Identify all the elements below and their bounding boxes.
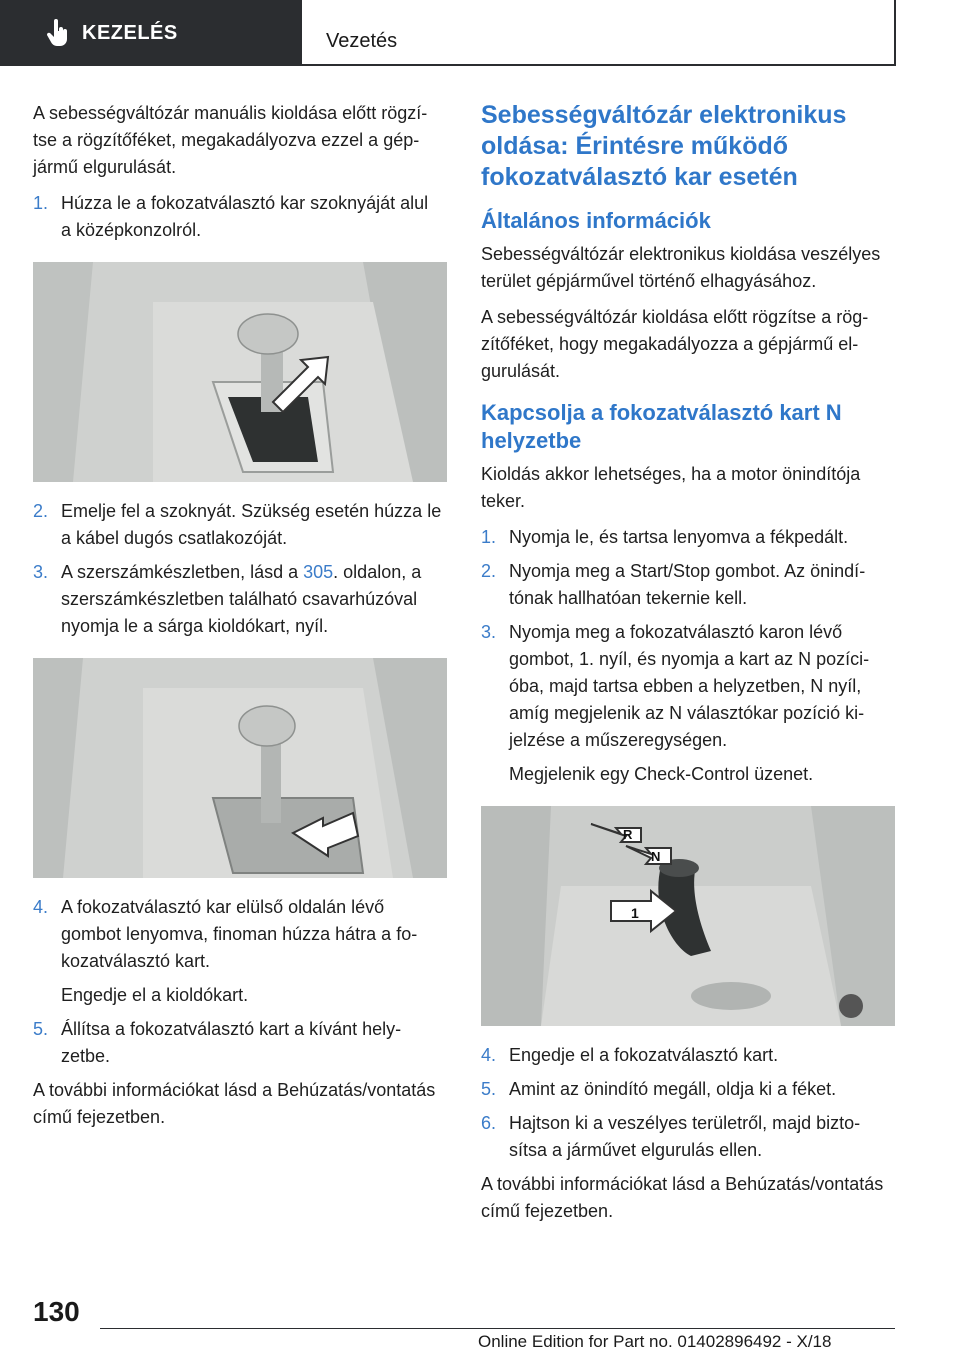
step-text: Nyomja le, és tartsa lenyomva a fékpedált. (509, 527, 849, 547)
figure-shifter-skirt (33, 262, 447, 482)
arrow-1-label: 1 (631, 905, 639, 921)
step-number: 5. (33, 1019, 49, 1039)
left-column (33, 100, 443, 1140)
general-paragraph-2: A sebességváltózár kioldása előtt rögzítse a rögzítőféket, hogy megakadályozza a gépjármű elgurulását. (481, 307, 869, 381)
page-number: 130 (33, 1296, 80, 1327)
step-number: 3. (33, 562, 49, 582)
step-text: Amint az önindító megáll, oldja ki a féket. (509, 1079, 837, 1099)
step-number: 2. (33, 501, 49, 521)
step-number: 5. (481, 1079, 497, 1099)
right-column (481, 100, 891, 1234)
list-item (481, 558, 891, 612)
header-tab (0, 0, 300, 66)
step-text: Húzza le a fokozatválasztó kar szoknyáját alul a középkonzolról. (61, 193, 429, 240)
subsection-heading-general: Általános információk (481, 208, 711, 233)
step-text: Nyomja meg a fokozatválasztó karon lévő gombot, 1. nyíl, és nyomja a kart az N pozícióba, majd tartsa ebben a helyzetben, N nyíl, amíg megjelenik az N választókar pozíció kijelzése a műszeregységen. (509, 622, 870, 750)
page-reference-link[interactable]: 305 (303, 562, 334, 582)
step-text-post: . oldalon, a szerszámkészletben található csavarhúzóval nyomja le a sárga kioldókart, nyíl. (61, 562, 422, 636)
header-section-label: Vezetés (326, 30, 398, 52)
list-item (33, 559, 443, 640)
step-text: Engedje el a fokozatválasztó kart. (509, 1045, 779, 1065)
step-text (61, 559, 443, 640)
left-outro: A további információkat lásd a Behúzatás/vontatás című fejezetben. (33, 1080, 436, 1127)
step-number: 4. (33, 897, 49, 917)
subsection-heading-neutral: Kapcsolja a fokozatválasztó kart N helyzetbe (481, 400, 842, 453)
right-outro: A további információkat lásd a Behúzatás/vontatás című fejezetben. (481, 1174, 884, 1221)
neutral-paragraph: Kioldás akkor lehetséges, ha a motor önindítója teker. (481, 464, 861, 511)
list-item (481, 1042, 891, 1069)
figure-release-lever (33, 658, 447, 878)
footer-edition: Online Edition for Part no. 01402896492 - X/18 (478, 1332, 832, 1351)
step-text: Emelje fel a szoknyát. Szükség esetén húzza le a kábel dugós csatlakozóját. (61, 501, 442, 548)
list-item (481, 619, 891, 754)
list-item (33, 190, 443, 244)
list-item (33, 498, 443, 552)
figure-touch-selector (481, 806, 895, 1026)
list-item (481, 1110, 891, 1164)
header-section-box (300, 0, 896, 66)
step-text: Nyomja meg a Start/Stop gombot. Az önindítónak hallhatóan tekernie kell. (509, 561, 866, 608)
left-intro: A sebességváltózár manuális kioldása előtt rögzítse a rögzítőféket, megakadályozva ezzel a gépjármű elgurulását. (33, 103, 428, 177)
step-text: Állítsa a fokozatválasztó kart a kívánt helyzetbe. (61, 1019, 402, 1066)
step-note: Megjelenik egy Check-Control üzenet. (509, 764, 814, 784)
list-item (33, 894, 443, 975)
step-text: A fokozatválasztó kar elülső oldalán lévő gombot lenyomva, finoman húzza hátra a fokozatválasztó kart. (61, 897, 418, 971)
step-number: 1. (481, 527, 497, 547)
arrow-n-label: N (651, 849, 661, 864)
step-number: 4. (481, 1045, 497, 1065)
footer-divider (100, 1328, 895, 1329)
section-title: Sebességváltózár elektronikus oldása: Érintésre működő fokozatválasztó kar esetén (481, 101, 847, 191)
step-number: 1. (33, 193, 49, 213)
list-item (33, 1016, 443, 1070)
step-note: Engedje el a kioldókart. (61, 985, 249, 1005)
header-tab-label: KEZELÉS (82, 21, 178, 44)
step-text-pre: A szerszámkészletben, lásd a (61, 562, 304, 582)
step-number: 2. (481, 561, 497, 581)
arrow-r-label: R (623, 827, 633, 842)
list-item (481, 524, 891, 551)
hand-pointer-icon (46, 19, 70, 47)
list-item (481, 1076, 891, 1103)
step-text: Hajtson ki a veszélyes területről, majd biztosítsa a járművet elgurulás ellen. (509, 1113, 861, 1160)
step-number: 6. (481, 1113, 497, 1133)
step-number: 3. (481, 622, 497, 642)
general-paragraph-1: Sebességváltózár elektronikus kioldása veszélyes terület gépjárművel történő elhagyásához. (481, 244, 881, 291)
